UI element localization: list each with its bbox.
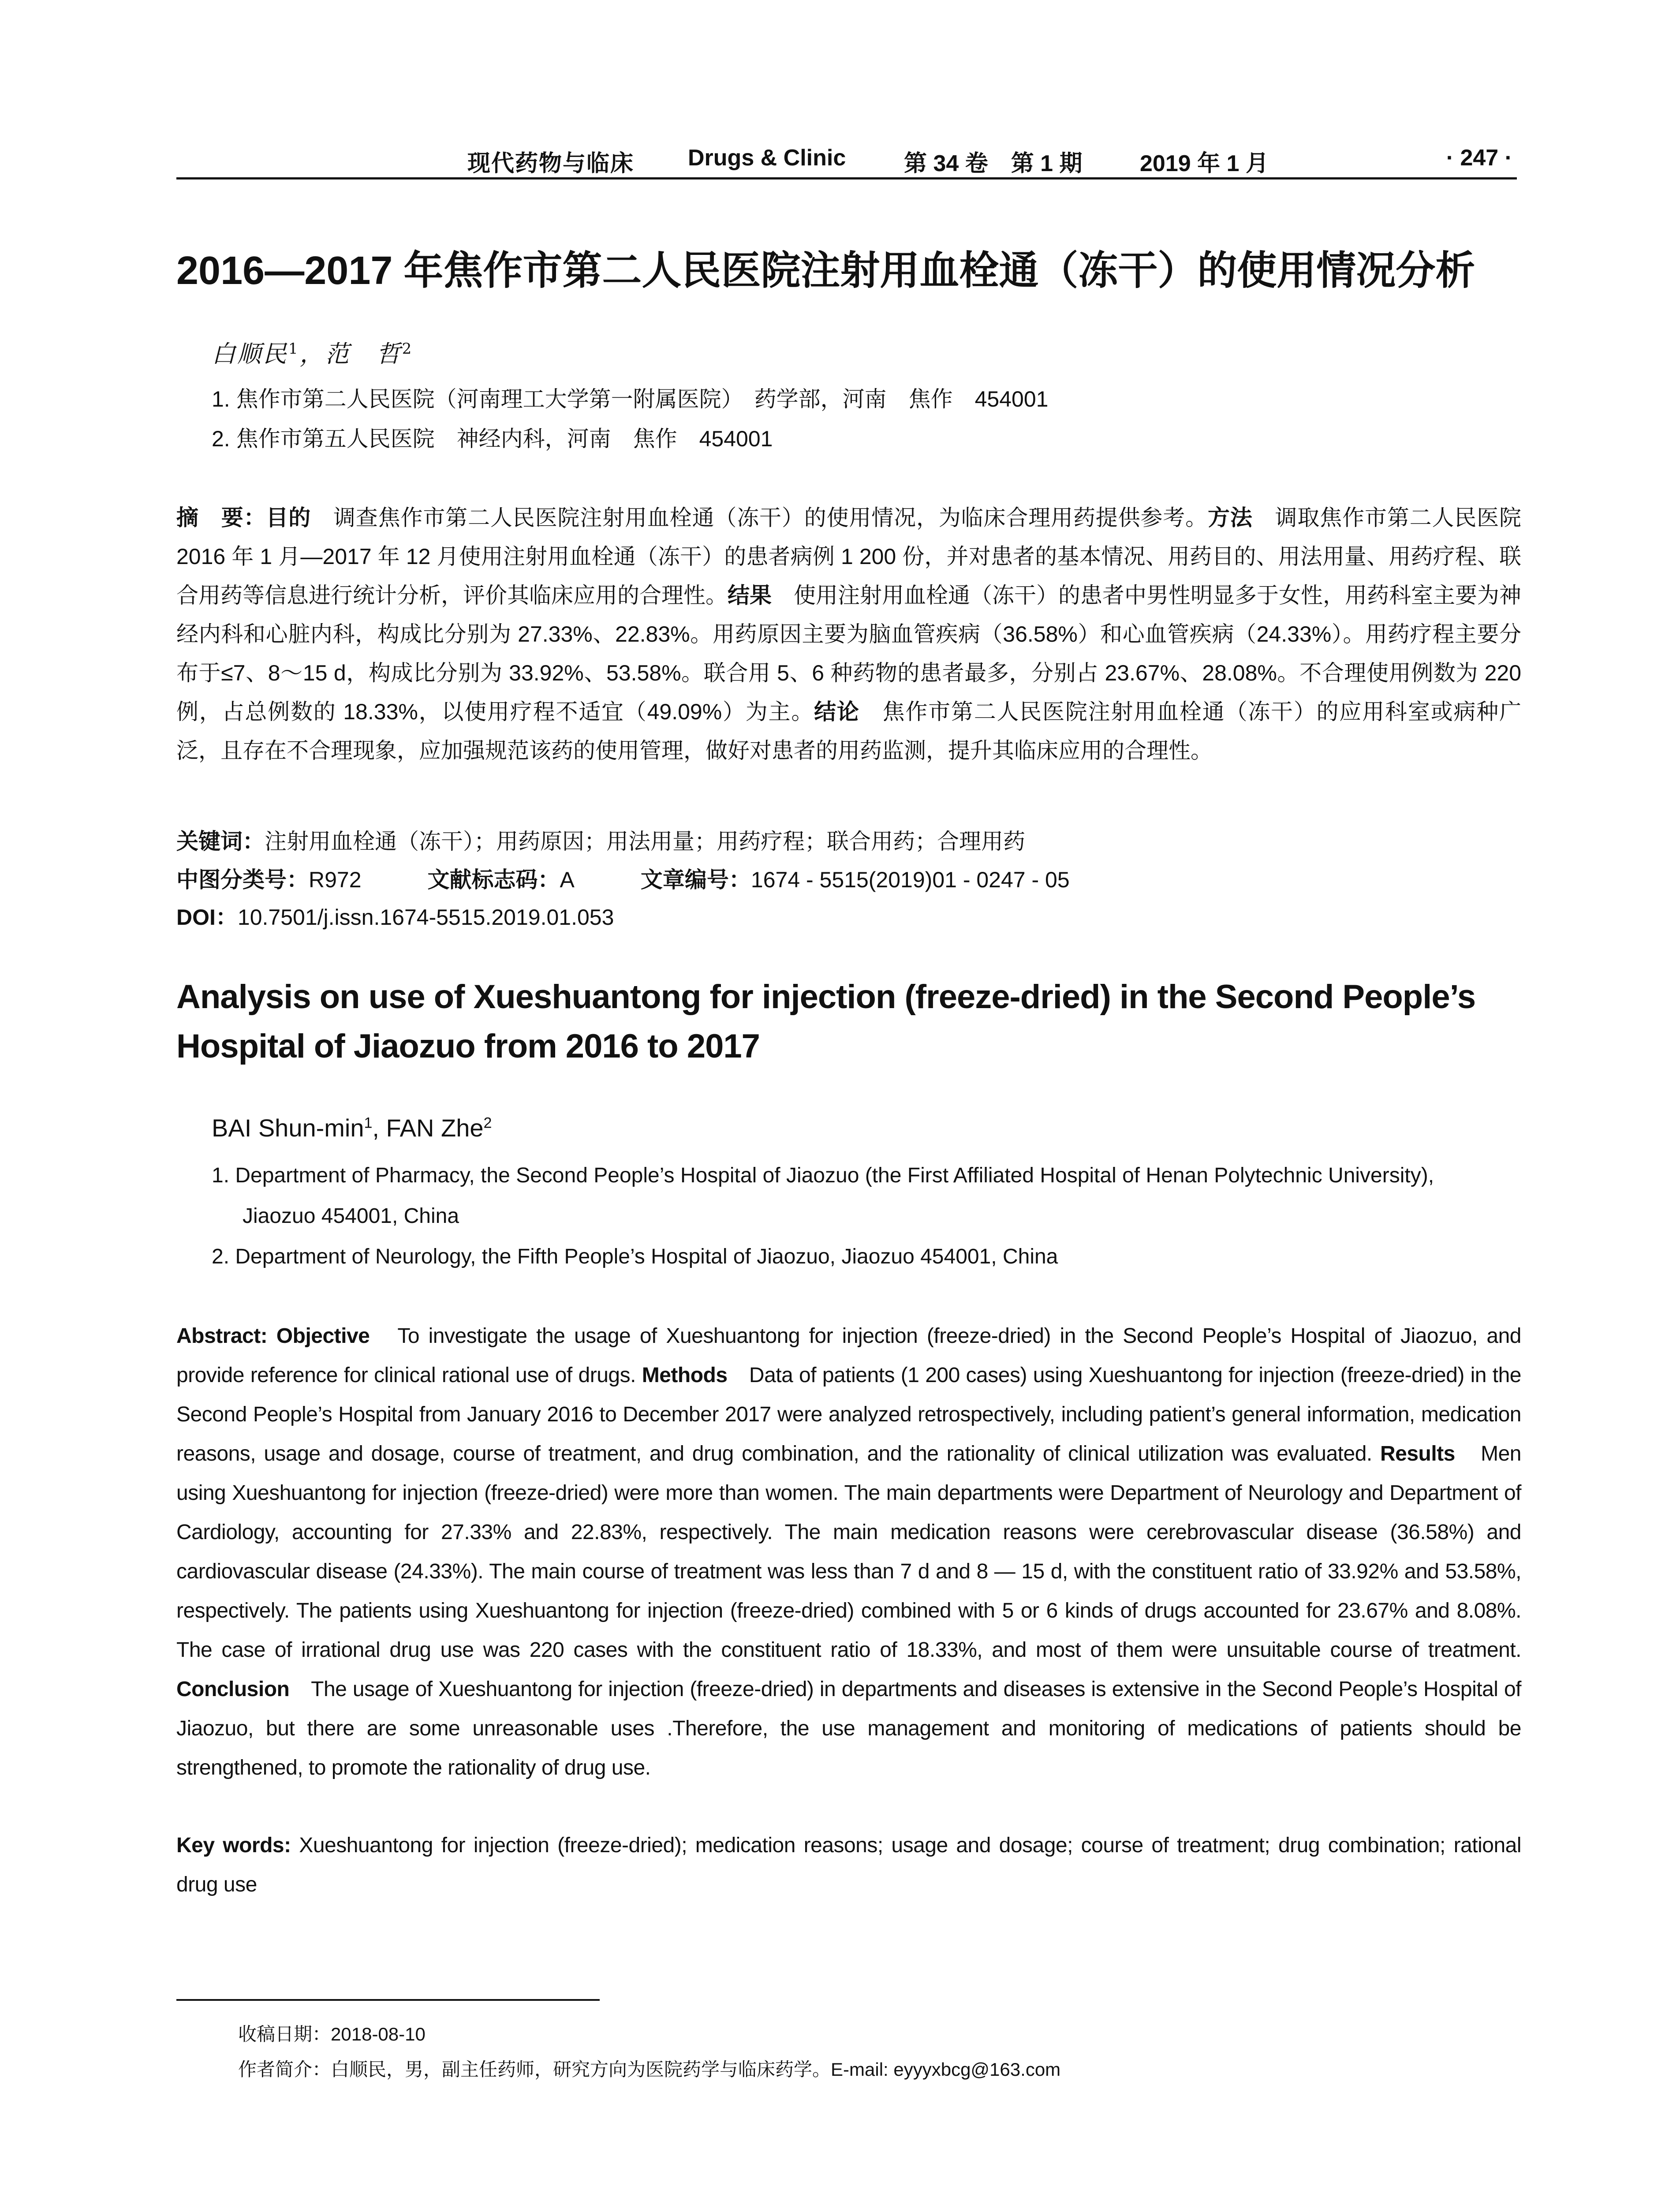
keywords-text-cn: 注射用血栓通（冻干）；用药原因；用法用量；用药疗程；联合用药；合理用药 — [265, 829, 1025, 854]
classification-line — [176, 862, 1070, 894]
doc-code-value: A — [560, 867, 575, 892]
abstract-cn — [176, 498, 1521, 770]
methods-text-cn: 调取焦作市第二人民医院 2016 年 1 月—2017 年 12 月使用注射用血栓通（冻干）的患者病例 1 200 份，并对患者的基本情况、用药目的、用法用量、用药疗程、联合用药等信息进行统计分析，评价其临床应用的合理性。 — [176, 505, 1522, 608]
author-separator-en: , — [372, 1114, 386, 1142]
results-text-cn: 使用注射用血栓通（冻干）的患者中男性明显多于女性，用药科室主要为神经内科和心脏内科，构成比分别为 27.33%、22.83%。用药原因主要为脑血管疾病（36.58%）和心血管疾病（24.33%）。用药疗程主要分布于≤7、8～15 d，构成比分别为 33.92%、53.58%。联合用 5、6 种药物的患者最多，分别占 23.67%、28.08%。不合理使用例数为 220 例，占总例数的 18.33%，以使用疗程不适宜（49.09%）为主。 — [176, 583, 1521, 724]
author-1-sup: 1 — [288, 340, 300, 358]
objective-text-cn: 调查焦作市第二人民医院注射用血栓通（冻干）的使用情况，为临床合理用药提供参考。 — [311, 505, 1208, 530]
header-divider — [176, 177, 1517, 179]
author-separator: ， — [299, 340, 325, 368]
methods-label-en: Methods — [642, 1364, 728, 1387]
journal-name-en: Drugs & Clinic — [688, 145, 846, 171]
received-value: 2018-08-10 — [331, 2024, 426, 2044]
affiliations-cn — [212, 379, 1534, 459]
authors-en — [212, 1114, 492, 1142]
journal-name-cn: 现代药物与临床 — [467, 150, 635, 177]
affiliations-en — [212, 1155, 1512, 1277]
abstract-en — [176, 1316, 1521, 1787]
volume-issue: 第 34 卷 第 1 期 — [904, 151, 1083, 176]
issue-date: 2019 年 1 月 — [1140, 151, 1269, 176]
affiliation-en-1-cont: Jiaozuo 454001, China — [243, 1204, 459, 1228]
keywords-en — [176, 1826, 1521, 1904]
doi-line — [176, 900, 614, 931]
conclusion-text-en: The usage of Xueshuantong for injection (freeze-dried) in departments and diseases is extensive in the Second People’s Hospital of Jiaozuo, but there are some unreasonable uses .Therefore, the use management and monitoring of medications of patients should be strengthened, to promote the rationality of drug use. — [176, 1678, 1521, 1779]
results-label-en: Results — [1380, 1442, 1455, 1465]
keywords-label-cn: 关键词： — [176, 829, 265, 854]
received-label: 收稿日期： — [238, 2024, 331, 2044]
keywords-text-en: Xueshuantong for injection (freeze-dried); medication reasons; usage and dosage; course of treatment; drug combination; rational drug use — [176, 1834, 1522, 1896]
author-1-cn: 白顺民 — [212, 340, 288, 368]
page-number: · 247 · — [1446, 145, 1512, 171]
article-number-value: 1674 - 5515(2019)01 - 0247 - 05 — [750, 867, 1070, 892]
author-2-en-sup: 2 — [483, 1114, 492, 1132]
received-date — [238, 2020, 426, 2046]
article-title-cn: 2016—2017 年焦作市第二人民医院注射用血栓通（冻干）的使用情况分析 — [176, 249, 1475, 293]
affiliation-en-1: 1. Department of Pharmacy, the Second People’s Hospital of Jiaozuo (the First Affiliated Hospital of Henan Polytechnic University), — [212, 1164, 1434, 1187]
keywords-cn — [176, 824, 1025, 856]
article-number-label: 文章编号： — [640, 867, 751, 892]
abstract-label-en: Abstract: — [176, 1324, 276, 1348]
affiliation-cn-1: 1. 焦作市第二人民医院（河南理工大学第一附属医院） 药学部，河南 焦作 454001 — [212, 387, 1049, 411]
author-bio — [238, 2055, 1060, 2082]
authors-cn — [212, 335, 413, 369]
running-header — [176, 140, 1517, 176]
results-label-cn: 结果 — [728, 583, 772, 608]
clc-label: 中图分类号： — [176, 867, 309, 892]
bio-label: 作者简介： — [238, 2059, 331, 2080]
bio-text: 白顺民，男，副主任药师，研究方向为医院药学与临床药学。E-mail: eyyyxbcg@163.com — [331, 2059, 1061, 2080]
author-2-en: FAN Zhe — [386, 1114, 484, 1142]
methods-text-en: Data of patients (1 200 cases) using Xueshuantong for injection (freeze-dried) in the Second People’s Hospital from January 2016 to December 2017 were analyzed retrospectively, including patient’s general information, medication reasons, usage and dosage, course of treatment, and drug combination, and the rationality of clinical utilization was evaluated. — [176, 1364, 1521, 1465]
author-2-cn: 范 哲 — [325, 340, 402, 368]
clc-value: R972 — [309, 867, 362, 892]
doc-code-label: 文献标志码： — [427, 867, 560, 892]
footnote-divider — [176, 1999, 600, 2001]
doi-label: DOI： — [176, 905, 238, 930]
objective-text-en: To investigate the usage of Xueshuantong for injection (freeze-dried) in the Second People’s Hospital of Jiaozuo, and provide reference for clinical rational use of drugs. — [176, 1324, 1521, 1387]
methods-label-cn: 方法 — [1208, 505, 1253, 530]
objective-label-cn: 目的 — [266, 505, 311, 530]
conclusion-label-cn: 结论 — [814, 699, 860, 724]
doi-value[interactable]: 10.7501/j.issn.1674-5515.2019.01.053 — [237, 905, 614, 930]
conclusion-text-cn: 焦作市第二人民医院注射用血栓通（冻干）的应用科室或病种广泛，且存在不合理现象，应加强规范该药的使用管理，做好对患者的用药监测，提升其临床应用的合理性。 — [176, 699, 1521, 763]
author-1-en-sup: 1 — [364, 1114, 373, 1132]
author-2-sup: 2 — [402, 340, 414, 358]
article-title-en: Analysis on use of Xueshuantong for injection (freeze-dried) in the Second People’s Hospital of Jiaozuo from 2016 to 2017 — [176, 978, 1476, 1065]
abstract-label-cn: 摘 要： — [176, 505, 266, 530]
author-1-en: BAI Shun-min — [212, 1114, 364, 1142]
keywords-label-en: Key words: — [176, 1834, 299, 1857]
conclusion-label-en: Conclusion — [176, 1678, 290, 1701]
results-text-en: Men using Xueshuantong for injection (freeze-dried) were more than women. The main departments were Department of Neurology and Department of Cardiology, accounting for 27.33% and 22.83%, respectively. The main medication reasons were cerebrovascular disease (36.58%) and cardiovascular disease (24.33%). The main course of treatment was less than 7 d and 8 — 15 d, with the constituent ratio of 33.92% and 53.58%, respectively. The patients using Xueshuantong for injection (freeze-dried) combined with 5 or 6 kinds of drugs accounted for 23.67% and 8.08%. The case of irrational drug use was 220 cases with the constituent ratio of 18.33%, and most of them were unsuitable course of treatment. — [176, 1442, 1521, 1662]
affiliation-en-2: 2. Department of Neurology, the Fifth People’s Hospital of Jiaozuo, Jiaozuo 454001, China — [212, 1245, 1058, 1268]
objective-label-en: Objective — [276, 1324, 370, 1348]
affiliation-cn-2: 2. 焦作市第五人民医院 神经内科，河南 焦作 454001 — [212, 426, 773, 451]
